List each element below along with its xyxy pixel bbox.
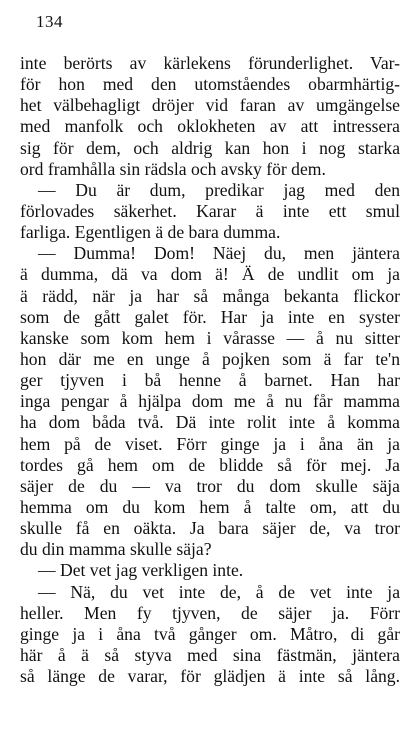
- text-line: farliga. Egentligen ä de bara dumma.: [20, 222, 281, 243]
- text-line: — Du är dum, predikar jag med den: [38, 179, 400, 200]
- text-line: för hon med den utomståendes obarmhärtig-: [20, 74, 400, 95]
- text-line: ginge ja i åna två gånger om. Måtro, di går: [20, 623, 400, 644]
- text-line: inga pengar å hjälpa dom me å nu får mamma: [20, 391, 400, 412]
- text-line: kanske som kom hem i vårasse — å nu sitter: [20, 327, 400, 348]
- text-line: ä dumma, dä va dom ä! Ä de undlit om ja: [20, 264, 400, 285]
- text-line: ord framhålla sin rädsla och avsky för dem.: [20, 158, 326, 179]
- text-line: — Dumma! Dom! Näej du, men jäntera: [38, 243, 400, 264]
- text-line: hem på de viset. Förr ginge ja i åna än ja: [20, 433, 400, 454]
- text-line: het välbehagligt dröjer vid faran av umgängelse: [20, 95, 400, 116]
- text-line: säjer de du — va tror du dom skulle säja: [20, 475, 400, 496]
- text-line: — Nä, du vet inte de, å de vet inte ja: [38, 581, 400, 602]
- text-line: ger tjyven i bå henne å barnet. Han har: [20, 370, 400, 391]
- text-line: förlovades säkerhet. Karar ä inte ett smul: [20, 200, 400, 221]
- page-number: 134: [36, 12, 63, 31]
- text-line: ha dom båda två. Dä inte rolit inte å komma: [20, 412, 400, 433]
- text-line: här å ä så styva med sina fästmän, jäntera: [20, 644, 400, 665]
- text-line: heller. Men fy tjyven, de säjer ja. Förr: [20, 602, 400, 623]
- text-line: med manfolk och oklokheten av att intressera: [20, 116, 400, 137]
- text-line: du din mamma skulle säja?: [20, 539, 212, 560]
- text-line: hon där me en unge å pojken som ä far te'n: [20, 348, 400, 369]
- text-line: ä rädd, när ja har så många bekanta flickor: [20, 285, 400, 306]
- text-line: hemma om du kom hem å talte om, att du: [20, 496, 400, 517]
- text-line: tordes gå hem om de blidde så för mej. Ja: [20, 454, 400, 475]
- text-line: så länge de varar, för glädjen ä inte så lång.: [20, 666, 400, 687]
- text-line: — Det vet jag verkligen inte.: [38, 560, 244, 581]
- text-line: inte berörts av kärlekens förunderlighet. Var-: [20, 53, 400, 73]
- text-line: skulle få en oäkta. Ja bara säjer de, va tror: [20, 518, 400, 539]
- body-text: [20, 53, 400, 687]
- text-line: som de gått galet för. Har ja inte en syster: [20, 306, 400, 327]
- text-line: sig för dem, och aldrig kan hon i nog starka: [20, 137, 400, 158]
